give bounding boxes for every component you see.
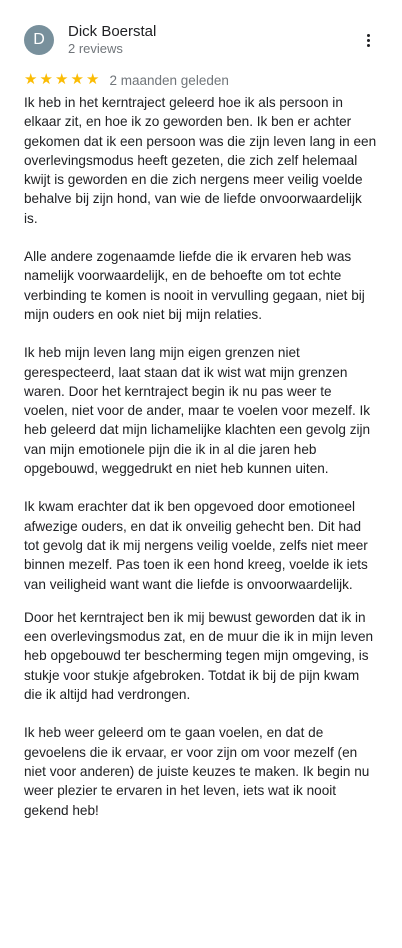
- review-paragraph: Ik heb mijn leven lang mijn eigen grenzen niet gerespecteerd, laat staan dat ik wist wat mijn grenzen waren. Door het kerntraject begin ik nu pas weer te voelen, niet voor de ander, maar te voelen voor mezelf. Ik heb geleerd dat mijn lichamelijke klachten een gevolg zijn van mijn emotionele pijn die ik in al die jaren heb opgebouwd, weggedrukt en niet heb kunnen uiten.: [24, 345, 371, 477]
- star-icon: ★: [70, 71, 84, 88]
- avatar[interactable]: D: [24, 25, 54, 55]
- review-paragraph: Ik kwam erachter dat ik ben opgevoed door emotioneel afwezige ouders, en dat ik onveilig gehecht ben. Dit had tot gevolg dat ik mij nergens veilig voelde, zelfs niet meer binnen mezelf. Pas toen ik een hond kreeg, voelde ik iets van veiligheid want want die liefde is onvoorwaardelijk.: [24, 499, 368, 592]
- star-icon: ★: [55, 71, 69, 88]
- review-text: [24, 93, 378, 820]
- review-date: 2 maanden geleden: [109, 72, 229, 88]
- more-vert-icon[interactable]: [360, 30, 376, 50]
- star-icon: ★: [39, 71, 53, 88]
- review-paragraph: Alle andere zogenaamde liefde die ik ervaren heb was namelijk voorwaardelijk, en de behoefte om tot echte verbinding te komen is nooit in vervulling gegaan, niet bij mijn ouders en ook niet bij mijn relaties.: [24, 249, 365, 322]
- author-info: [68, 23, 156, 57]
- review-header: [24, 20, 378, 60]
- review-paragraph: Ik heb in het kerntraject geleerd hoe ik als persoon in elkaar zit, en hoe ik zo geworden ben. Ik ben er achter gekomen dat ik een persoon was die zijn leven lang in een overlevingsmodus heeft gezeten, die zich zelf helemaal kwijt is geworden en die zich nergens meer veilig voelde behalve bij zijn hond, van wie de liefde onvoorwaardelijk is.: [24, 95, 377, 226]
- author-review-count: 2 reviews: [68, 41, 123, 56]
- star-icon: ★: [86, 71, 100, 88]
- star-rating: [24, 72, 102, 88]
- star-icon: ★: [24, 71, 38, 88]
- review-paragraph: Ik heb weer geleerd om te gaan voelen, en dat de gevoelens die ik ervaar, er voor zijn om voor mezelf (en niet voor anderen) de juiste keuzes te maken. Ik begin nu weer plezier te ervaren in het leven, iets wat ik nooit gekend heb!: [24, 725, 370, 818]
- author-name[interactable]: Dick Boerstal: [68, 23, 157, 40]
- review-paragraph: Door het kerntraject ben ik mij bewust geworden dat ik in een overlevingsmodus zat, en de muur die ik in mijn leven heb opgebouwd ter bescherming tegen mijn omgeving, is stukje voor stukje afgebroken. Totdat ik bij de pijn kwam die ik altijd had verdrongen.: [24, 609, 374, 703]
- rating-row: [24, 71, 378, 89]
